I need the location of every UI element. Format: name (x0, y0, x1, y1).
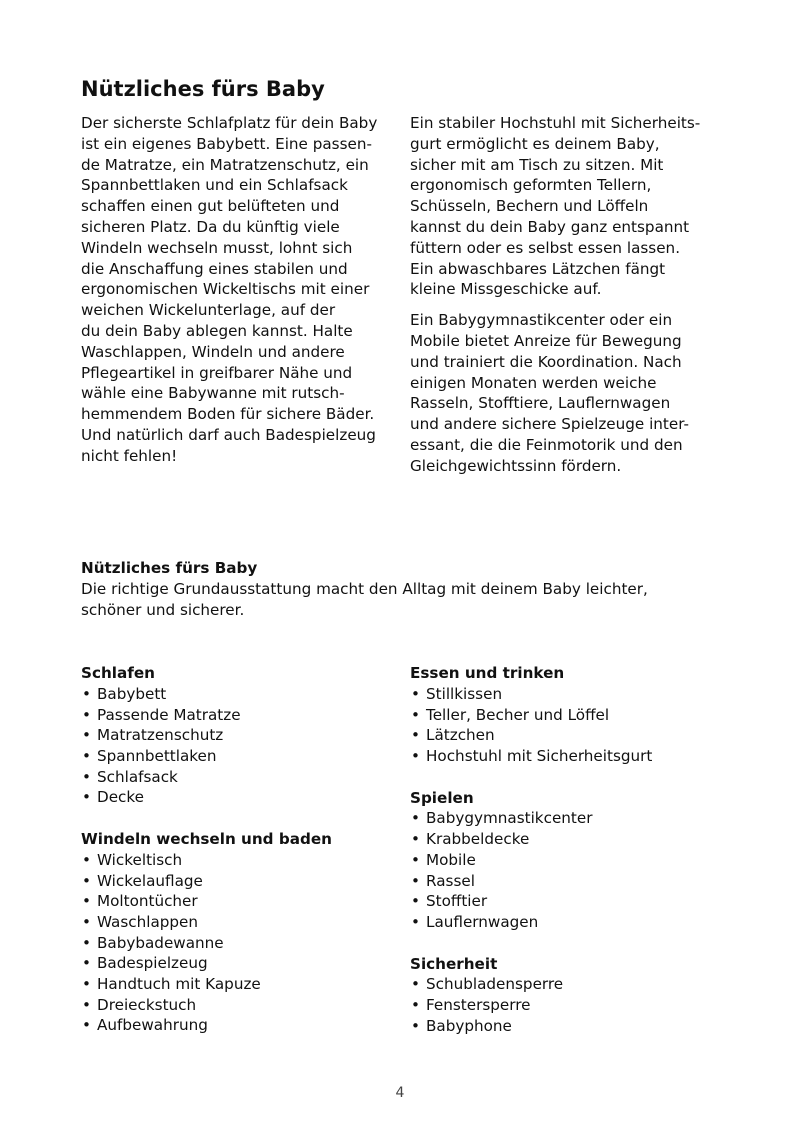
bullet-list (410, 808, 730, 932)
list-item: • Decke (81, 787, 391, 808)
page-title: Nützliches fürs Baby (81, 77, 325, 101)
paragraph-line: Pflegeartikel in greifbarer Nähe und (81, 363, 353, 382)
list-item: • Passende Matratze (81, 705, 391, 726)
paragraph-line: kannst du dein Baby ganz entspannt (410, 217, 690, 236)
intro-paragraph (410, 310, 725, 476)
list-item: • Wickelauflage (81, 871, 391, 892)
list-item: • Lauflernwagen (410, 912, 730, 933)
list-item: • Fenstersperre (410, 995, 730, 1016)
list-item: • Schubladensperre (410, 974, 730, 995)
checklist-category (410, 788, 730, 933)
list-item: • Stillkissen (410, 684, 730, 705)
intro-text-right-column (410, 113, 725, 477)
list-item: • Krabbeldecke (410, 829, 730, 850)
paragraph-line: Rasseln, Stofftiere, Lauflernwagen (410, 394, 671, 413)
bullet-list (410, 974, 730, 1036)
paragraph-line: Schüsseln, Bechern und Löffeln (410, 197, 649, 216)
paragraph-line: nicht fehlen! (81, 446, 178, 465)
paragraph-line: gurt ermöglicht es deinem Baby, (410, 134, 660, 153)
checklist-left-column (81, 663, 391, 1036)
checklist-header (81, 558, 721, 620)
list-item: • Dreieckstuch (81, 995, 391, 1016)
checklist-right-column (410, 663, 730, 1037)
paragraph-line: sicher mit am Tisch zu sitzen. Mit (410, 155, 664, 174)
list-item: • Moltontücher (81, 891, 391, 912)
bullet-list (81, 850, 391, 1036)
bullet-list (81, 684, 391, 808)
list-item: • Rassel (410, 871, 730, 892)
checklist-category (81, 829, 391, 1036)
list-item: • Babybadewanne (81, 933, 391, 954)
list-item: • Babygymnastikcenter (410, 808, 730, 829)
list-item: • Matratzenschutz (81, 725, 391, 746)
paragraph-line: kleine Missgeschicke auf. (410, 280, 602, 299)
paragraph-line: ergonomisch geformten Tellern, (410, 176, 652, 195)
list-item: • Mobile (410, 850, 730, 871)
paragraph-line: Windeln wechseln musst, lohnt sich (81, 238, 353, 257)
checklist-subtitle-line: Die richtige Grundausstattung macht den Alltag mit deinem Baby leichter, (81, 579, 648, 598)
list-item: • Babybett (81, 684, 391, 705)
list-item: • Babyphone (410, 1016, 730, 1037)
checklist-category (81, 663, 391, 808)
list-item: • Stofftier (410, 891, 730, 912)
paragraph-line: Ein stabiler Hochstuhl mit Sicherheits- (410, 114, 701, 132)
list-item: • Handtuch mit Kapuze (81, 974, 391, 995)
paragraph-line: weichen Wickelunterlage, auf der (81, 301, 336, 320)
paragraph-line: hemmendem Boden für sichere Bäder. (81, 405, 375, 424)
paragraph-line: Waschlappen, Windeln und andere (81, 342, 345, 361)
paragraph-line: schaffen einen gut belüfteten und (81, 197, 340, 216)
paragraph-line: Mobile bietet Anreize für Bewegung (410, 331, 682, 350)
paragraph-line: Und natürlich darf auch Badespielzeug (81, 425, 376, 444)
list-item: • Waschlappen (81, 912, 391, 933)
list-item: • Badespielzeug (81, 953, 391, 974)
intro-text-left-column (81, 113, 391, 467)
paragraph-line: ergonomischen Wickeltischs mit einer (81, 280, 370, 299)
checklist-subtitle-line: schöner und sicherer. (81, 600, 245, 619)
list-item: • Wickeltisch (81, 850, 391, 871)
paragraph-line: und andere sichere Spielzeuge inter- (410, 415, 689, 434)
category-title: Sicherheit (410, 954, 498, 973)
list-item: • Hochstuhl mit Sicherheitsgurt (410, 746, 730, 767)
list-item: • Schlafsack (81, 767, 391, 788)
list-item: • Lätzchen (410, 725, 730, 746)
intro-paragraph (81, 113, 391, 467)
paragraph-line: Der sicherste Schlafplatz für dein Baby (81, 114, 378, 132)
paragraph-line: die Anschaffung eines stabilen und (81, 259, 348, 278)
paragraph-line: sicheren Platz. Da du künftig viele (81, 217, 340, 236)
paragraph-line: Ein Babygymnastikcenter oder ein (410, 311, 673, 330)
category-title: Windeln wechseln und baden (81, 830, 332, 849)
bullet-list (410, 684, 730, 767)
checklist-category (410, 663, 730, 767)
category-title: Essen und trinken (410, 664, 565, 682)
paragraph-line: und trainiert die Koordination. Nach (410, 352, 682, 371)
paragraph-line: Ein abwaschbares Lätzchen fängt (410, 259, 666, 278)
paragraph-line: essant, die die Feinmotorik und den (410, 435, 683, 454)
intro-paragraph (410, 113, 725, 300)
paragraph-line: Spannbettlaken und ein Schlafsack (81, 176, 348, 195)
checklist-title: Nützliches fürs Baby (81, 559, 258, 577)
paragraph-line: du dein Baby ablegen kannst. Halte (81, 321, 353, 340)
paragraph-line: füttern oder es selbst essen lassen. (410, 238, 681, 257)
paragraph-line: einigen Monaten werden weiche (410, 373, 657, 392)
list-item: • Spannbettlaken (81, 746, 391, 767)
paragraph-line: de Matratze, ein Matratzenschutz, ein (81, 155, 369, 174)
list-item: • Teller, Becher und Löffel (410, 705, 730, 726)
paragraph-line: ist ein eigenes Babybett. Eine passen- (81, 134, 372, 153)
paragraph-line: Gleichgewichtssinn fördern. (410, 456, 622, 475)
category-title: Spielen (410, 788, 474, 807)
list-item: • Aufbewahrung (81, 1015, 391, 1036)
page-number: 4 (395, 1085, 405, 1101)
paragraph-line: wähle eine Babywanne mit rutsch- (81, 384, 345, 403)
category-title: Schlafen (81, 664, 155, 682)
checklist-category (410, 954, 730, 1037)
